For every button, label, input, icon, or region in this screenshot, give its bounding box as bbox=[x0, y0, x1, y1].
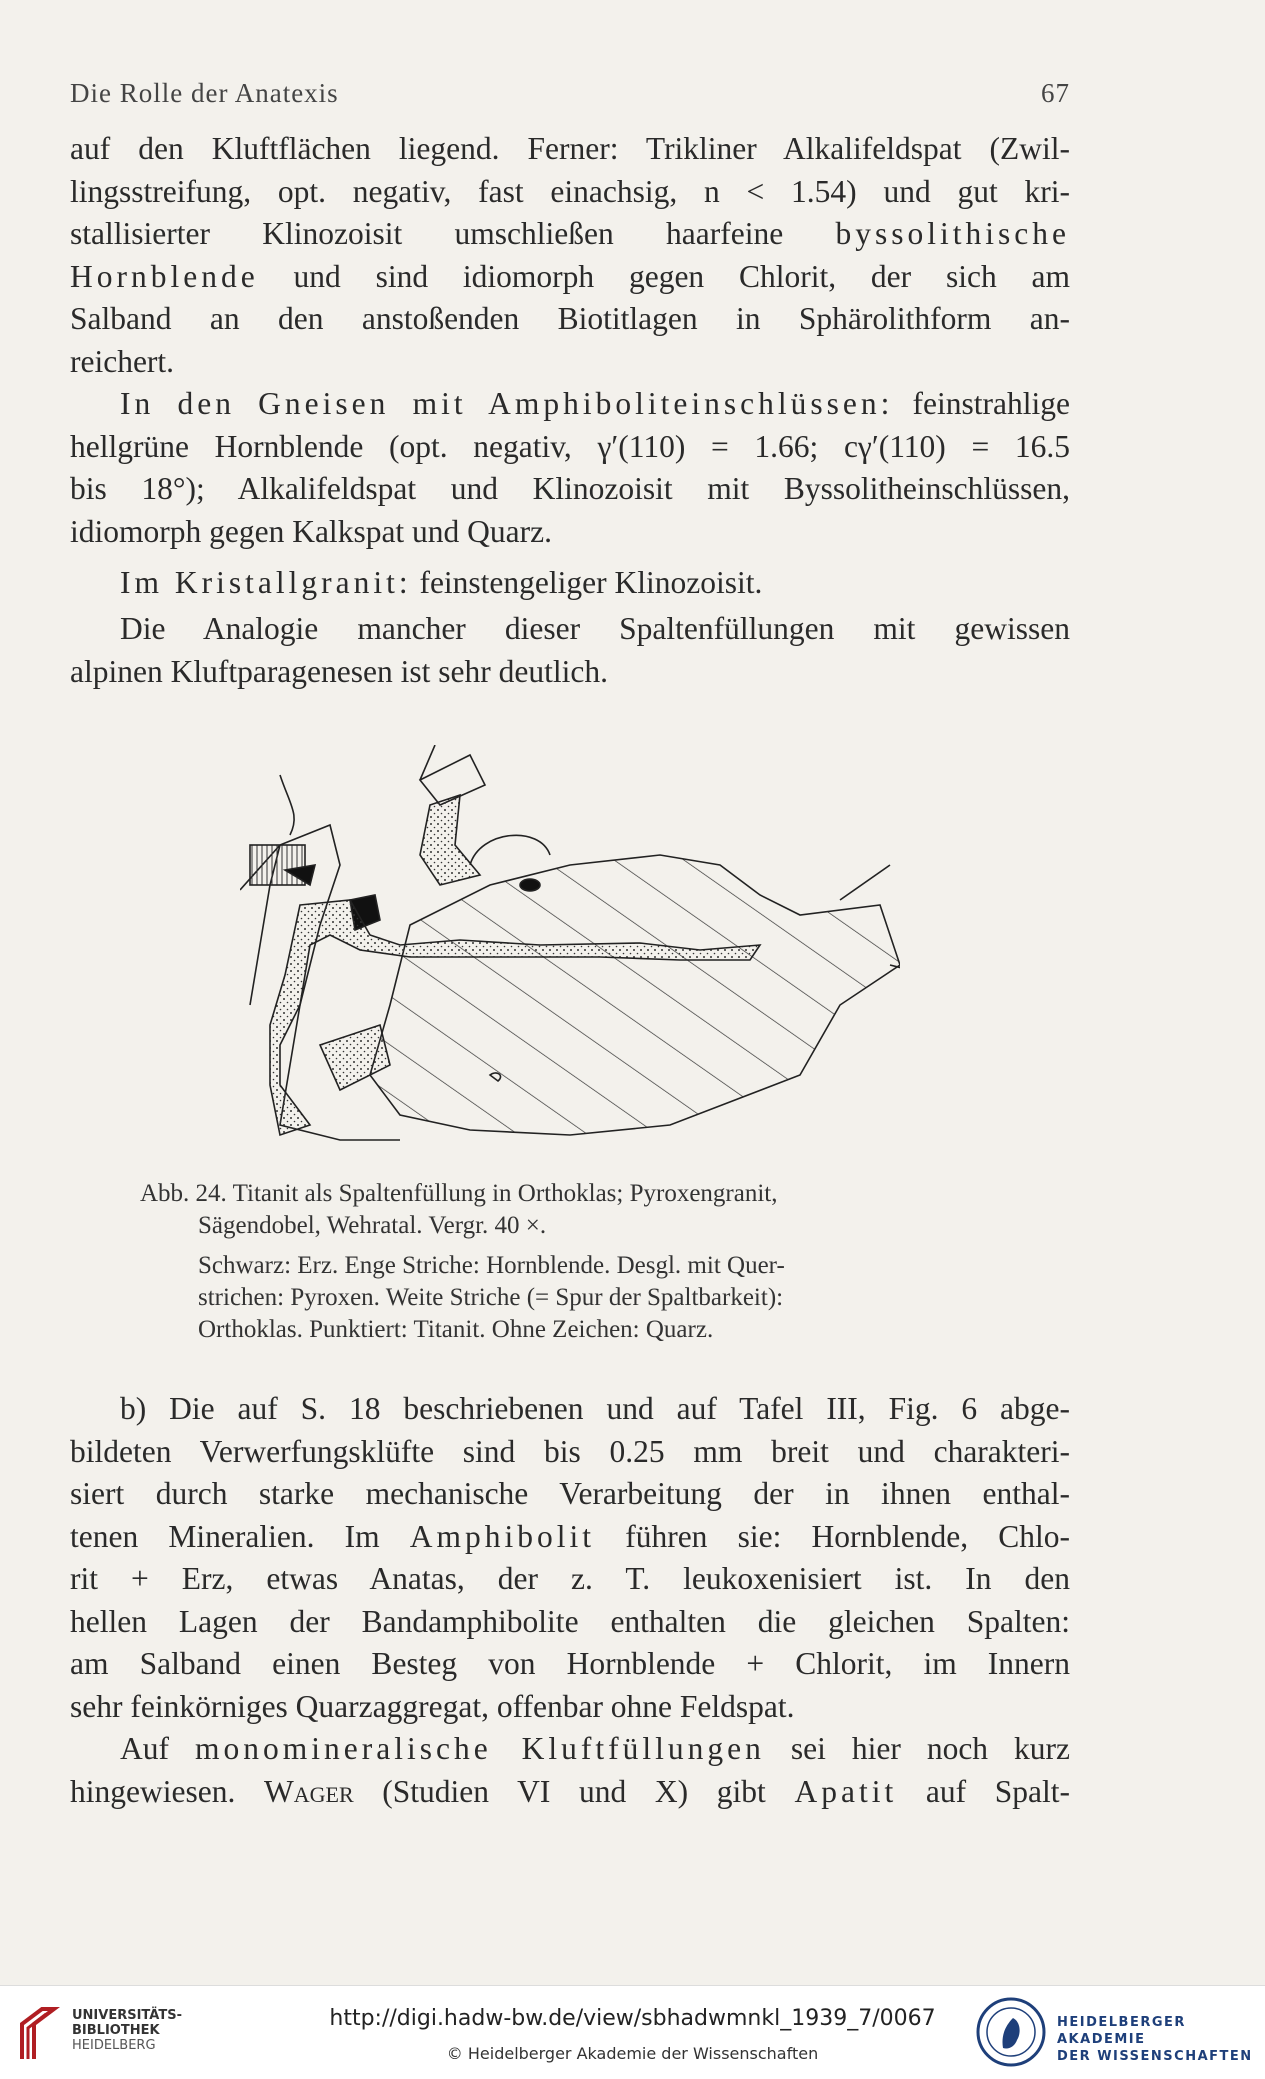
text-line: idiomorph gegen Kalkspat und Quarz. bbox=[70, 513, 553, 549]
academy-name-line: HEIDELBERGER AKADEMIE bbox=[1057, 2015, 1186, 2047]
paragraph-6 bbox=[70, 1728, 1070, 1813]
paragraph-4 bbox=[70, 608, 1070, 693]
text-line: rit + Erz, etwas Anatas, der z. T. leukoxenisiert ist. In den bbox=[70, 1561, 1070, 1596]
text-line: alpinen Kluftparagenesen ist sehr deutlich. bbox=[70, 653, 608, 689]
spaced-term: Im Kristallgranit: bbox=[120, 565, 412, 600]
crack-line bbox=[280, 775, 294, 835]
text-line: reichert. bbox=[70, 343, 175, 379]
text-line: hellgrüne Hornblende (opt. negativ, γ′(110) = 1.66; cγ′(110) = 16.5 bbox=[70, 428, 1070, 464]
text-line: siert durch starke mechanische Verarbeitung der in ihnen enthal- bbox=[70, 1476, 1070, 1511]
spaced-term: monomineralische Kluftfüllungen bbox=[195, 1731, 765, 1766]
text-line: hellen Lagen der Bandamphibolite enthalten die gleichen Spalten: bbox=[70, 1603, 1070, 1639]
page-number: 67 bbox=[1041, 78, 1070, 108]
hornblende-block bbox=[250, 845, 305, 885]
running-title: Die Rolle der Anatexis bbox=[70, 78, 339, 108]
paragraph-1 bbox=[70, 128, 1070, 383]
figure-outlines bbox=[240, 745, 900, 1140]
text-line bbox=[70, 1728, 1070, 1771]
library-name-line: BIBLIOTHEK bbox=[72, 2023, 160, 2038]
spaced-term: In den Gneisen mit Amphiboliteinschlüssen: bbox=[120, 386, 894, 421]
crack-line bbox=[420, 745, 435, 780]
text-span: sei hier noch kurz bbox=[790, 1731, 1071, 1766]
text-line: bildeten Verwerfungsklüfte sind bis 0.25 mm breit und charakteri- bbox=[70, 1433, 1070, 1469]
text-line bbox=[70, 1771, 1070, 1814]
text-span: feinstengeliger Klinozoisit. bbox=[419, 565, 763, 600]
text-line bbox=[70, 1516, 1070, 1559]
caption-line: Orthoklas. Punktiert: Titanit. Ohne Zeichen: Quarz. bbox=[198, 1316, 714, 1343]
spaced-term: Apatit bbox=[794, 1773, 898, 1809]
permalink-url[interactable]: http://digi.hadw-bw.de/view/sbhadwmnkl_1939_7/0067 bbox=[329, 2006, 936, 2031]
library-name-line: UNIVERSITÄTS- bbox=[72, 2008, 182, 2023]
text-line bbox=[70, 256, 1070, 299]
copyright-notice: © Heidelberger Akademie der Wissenschaften bbox=[446, 2044, 819, 2063]
figure-24-drawing bbox=[240, 745, 900, 1145]
academy-name bbox=[1057, 2014, 1265, 2065]
text-span: (Studien VI und X) gibt bbox=[382, 1773, 766, 1809]
library-name-line: HEIDELBERG bbox=[72, 2038, 156, 2053]
caption-line: Abb. 24. Titanit als Spaltenfüllung in Orthoklas; Pyroxengranit, bbox=[140, 1180, 778, 1207]
text-span: Auf bbox=[120, 1731, 169, 1766]
spaced-term: Amphibolit bbox=[409, 1518, 596, 1554]
quartz-grain bbox=[470, 835, 550, 865]
spaced-term: byssolithische bbox=[835, 216, 1070, 251]
academy-seal-icon bbox=[975, 1996, 1047, 2068]
crack-line bbox=[840, 865, 890, 900]
text-span: feinstrahlige bbox=[912, 386, 1070, 421]
text-line: b) Die auf S. 18 beschriebenen und auf Tafel III, Fig. 6 abge- bbox=[120, 1391, 1070, 1426]
text-line: auf den Kluftflächen liegend. Ferner: Trikliner Alkalifeldspat (Zwil- bbox=[70, 131, 1070, 166]
spaced-term: Hornblende bbox=[70, 258, 259, 294]
text-span: und sind idiomorph gegen Chlorit, der sich am bbox=[293, 258, 1070, 294]
caption-line: strichen: Pyroxen. Weite Striche (= Spur der Spaltbarkeit): bbox=[198, 1284, 784, 1311]
text-line bbox=[70, 383, 1070, 426]
text-span: führen sie: Hornblende, Chlo- bbox=[625, 1518, 1070, 1554]
author-name: Wager bbox=[264, 1773, 354, 1809]
paragraph-5 bbox=[70, 1388, 1070, 1728]
text-line bbox=[70, 562, 1070, 605]
academy-name-line: DER WISSENSCHAFTEN bbox=[1057, 2049, 1253, 2064]
text-line: Salband an den anstoßenden Biotitlagen in Sphärolithform an- bbox=[70, 301, 1070, 336]
text-span: tenen Mineralien. Im bbox=[70, 1518, 380, 1554]
caption-line: Sägendobel, Wehratal. Vergr. 40 ×. bbox=[198, 1212, 547, 1239]
titanite-filling bbox=[420, 795, 480, 885]
paragraph-2 bbox=[70, 383, 1070, 553]
text-line: am Salband einen Besteg von Hornblende + Chlorit, im Innern bbox=[70, 1646, 1070, 1681]
text-span: hingewiesen. bbox=[70, 1773, 236, 1809]
text-line bbox=[70, 213, 1070, 256]
text-span: stallisierter Klinozoisit umschließen haarfeine bbox=[70, 216, 784, 251]
ore-grain bbox=[520, 879, 540, 891]
text-line: Die Analogie mancher dieser Spaltenfüllungen mit gewissen bbox=[120, 611, 1070, 646]
orthoclase-grain bbox=[370, 855, 900, 1135]
text-span: auf Spalt- bbox=[925, 1773, 1070, 1809]
footer-bar bbox=[0, 1985, 1265, 2079]
text-line: lingsstreifung, opt. negativ, fast einachsig, n < 1.54) und gut kri- bbox=[70, 173, 1070, 209]
caption-line: Schwarz: Erz. Enge Striche: Hornblende. Desgl. mit Quer- bbox=[198, 1252, 785, 1279]
figure-caption bbox=[140, 1178, 1010, 1346]
text-line: bis 18°); Alkalifeldspat und Klinozoisit mit Byssolitheinschlüssen, bbox=[70, 471, 1070, 506]
text-line: sehr feinkörniges Quarzaggregat, offenbar ohne Feldspat. bbox=[70, 1688, 795, 1724]
paragraph-3 bbox=[70, 562, 1070, 605]
